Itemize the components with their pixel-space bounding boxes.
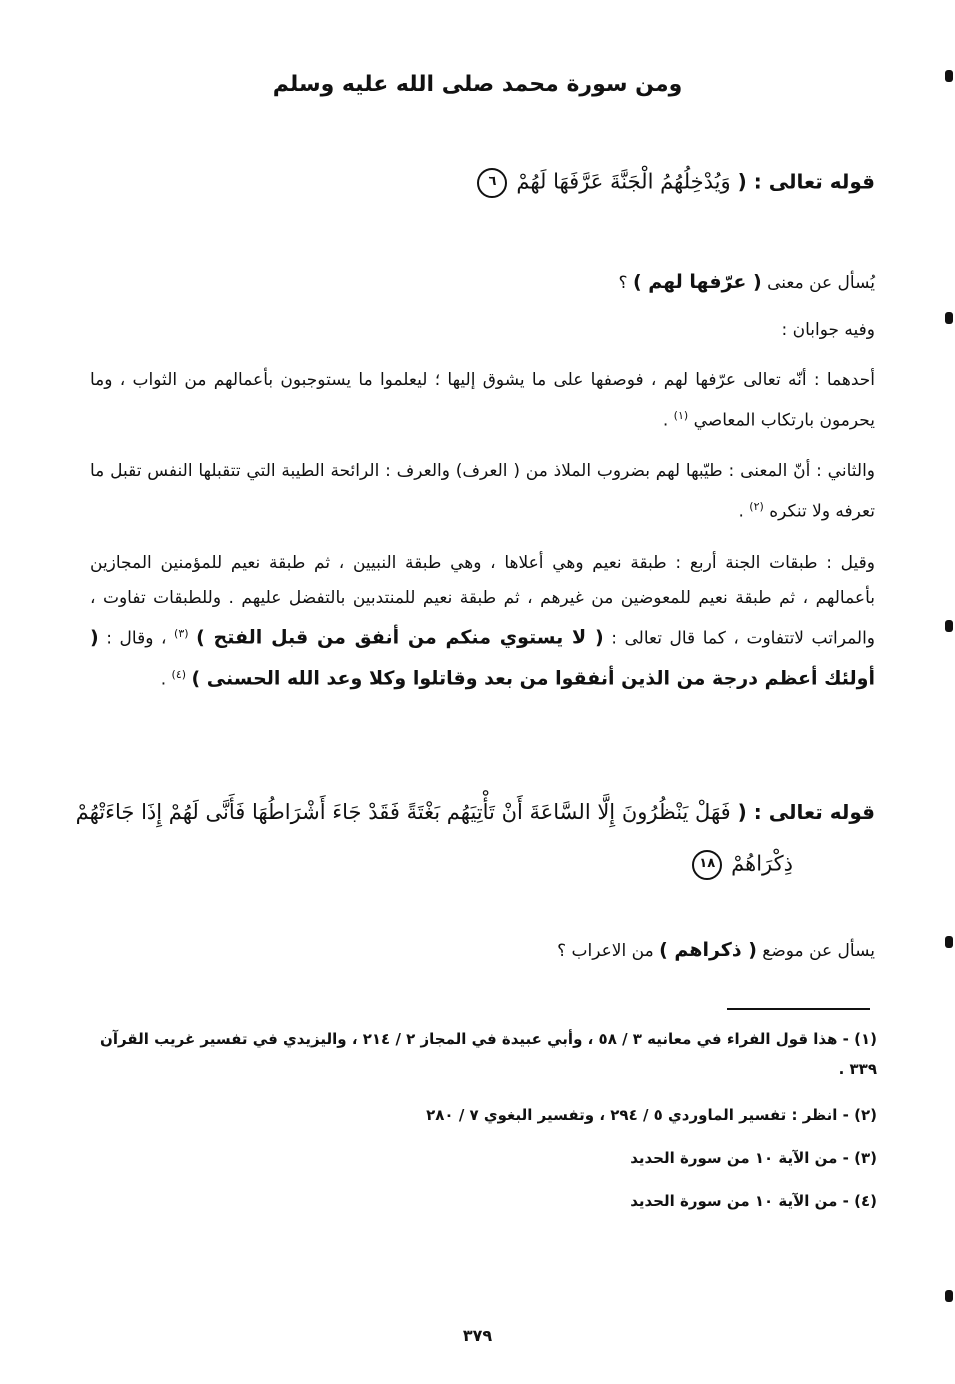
verse-2-text-2: ذِكْرَاهُمْ bbox=[731, 851, 793, 876]
paragraph-tiers bbox=[90, 546, 875, 697]
answer-1 bbox=[90, 362, 875, 439]
verse-2-text-1: فَهَلْ يَنْظُرُونَ إِلَّا السَّاعَةَ أَنْ تَأْتِيَهُم بَغْتَةً فَقَدْ جَاءَ أَشْرَاطُهَا فَأَنَّى لَهُمْ إِذَا جَاءَتْهُمْ bbox=[75, 800, 731, 824]
answer-1-text: أحدهما : أنّه تعالى عرّفها لهم ، فوصفها على ما يشوق إليها ؛ ليعلموا ما يستوجبون بأعمالهم من الثواب ، وما يحرمون بارتكاب المعاصي bbox=[90, 370, 875, 431]
question-2-after: من الاعراب ؟ bbox=[557, 941, 654, 961]
answer-2 bbox=[90, 453, 875, 530]
verse-2-line-1 bbox=[76, 800, 875, 824]
footnote-4: (٤) - من الآية ١٠ من سورة الحديد bbox=[630, 1192, 877, 1210]
paragraph-tiers-end: . bbox=[160, 669, 167, 690]
scan-mark bbox=[945, 620, 953, 632]
ayah-number-badge-2: ١٨ bbox=[692, 850, 722, 880]
footnote-ref-1: (١) bbox=[673, 409, 689, 422]
question-1-before: يُسأل عن معنى bbox=[767, 273, 875, 293]
question-2-before: يسأل عن موضع bbox=[762, 941, 875, 961]
ayah-number-badge: ٦ bbox=[477, 168, 507, 198]
scan-mark bbox=[945, 70, 953, 82]
quran-quote-1: ( لا يستوي منكم من أنفق من قبل الفتح ) bbox=[196, 626, 604, 649]
question-1 bbox=[90, 264, 875, 301]
answer-2-end: . bbox=[738, 501, 744, 522]
answer-2-text: والثاني : أنّ المعنى : طيّبها لهم بضروب الملاذ من ( العرف) والعرف : الرائحة الطيبة التي تتقبلها النفس تقبل ما تعرفه ولا تنكره bbox=[90, 461, 875, 522]
question-2 bbox=[90, 932, 875, 969]
answers-intro: وفيه جوابان : bbox=[781, 320, 875, 340]
question-1-term: ( عرّفها لهم ) bbox=[632, 271, 762, 293]
scan-mark bbox=[945, 1290, 953, 1302]
footnote-3: (٣) - من الآية ١٠ من سورة الحديد bbox=[630, 1149, 877, 1167]
footnote-ref-2: (٢) bbox=[749, 500, 764, 513]
answer-1-end: . bbox=[662, 410, 669, 431]
verse-1-text: وَيُدْخِلُهُمُ الْجَنَّةَ عَرَّفَهَا لَهُمْ bbox=[516, 169, 731, 194]
running-header: ومن سورة محمد صلى الله عليه وسلم bbox=[272, 72, 683, 97]
scan-mark bbox=[945, 312, 953, 324]
paragraph-tiers-text-2: ، وقال : bbox=[106, 628, 167, 649]
paragraph-tiers-text-1: وقيل : طبقات الجنة أربع : طبقة نعيم وهي أعلاها ، وهي طبقة النبيين ، ثم طبقة نعيم للمؤمنين المجازين بأعمالهم ، ثم طبقة نعيم للمعوضين من غيرهم ، ثم طبقة نعيم للمنتدبين بالتفضل عليهم . وللطبقات تفاوت ، والمراتب لاتتفاوت ، كما قال تعالى : bbox=[90, 553, 876, 649]
footnote-ref-3: (٣) bbox=[174, 627, 189, 640]
page-number: ٣٧٩ bbox=[462, 1326, 493, 1345]
scan-mark bbox=[945, 936, 953, 948]
verse-2-lead: قوله تعالى : ( bbox=[737, 800, 875, 824]
footnote-separator bbox=[727, 1008, 870, 1010]
quran-quote-2: ( أولئك أعظم درجة من الذين أنفقوا من بعد وقاتلوا وكلا وعد الله الحسنى ) bbox=[90, 626, 875, 690]
footnote-ref-4: (٤) bbox=[171, 667, 187, 681]
verse-2-line-2 bbox=[690, 850, 793, 880]
question-1-after: ؟ bbox=[618, 273, 628, 293]
footnote-1: (١) - هذا قول الفراء في معانيه ٣ / ٥٨ ، وأبي عبيدة في المجاز ٢ / ٢١٤ ، واليزيدي في تفسير غريب القرآن ٣٣٩ . bbox=[100, 1030, 877, 1078]
footnote-2: (٢) - انظر : تفسير الماوردي ٥ / ٢٩٤ ، وتفسير البغوي ٧ / ٢٨٠ bbox=[426, 1106, 877, 1124]
verse-1 bbox=[475, 168, 875, 198]
question-2-term: ( ذكراهم ) bbox=[659, 939, 757, 961]
verse-1-lead: قوله تعالى : ( bbox=[737, 169, 875, 194]
